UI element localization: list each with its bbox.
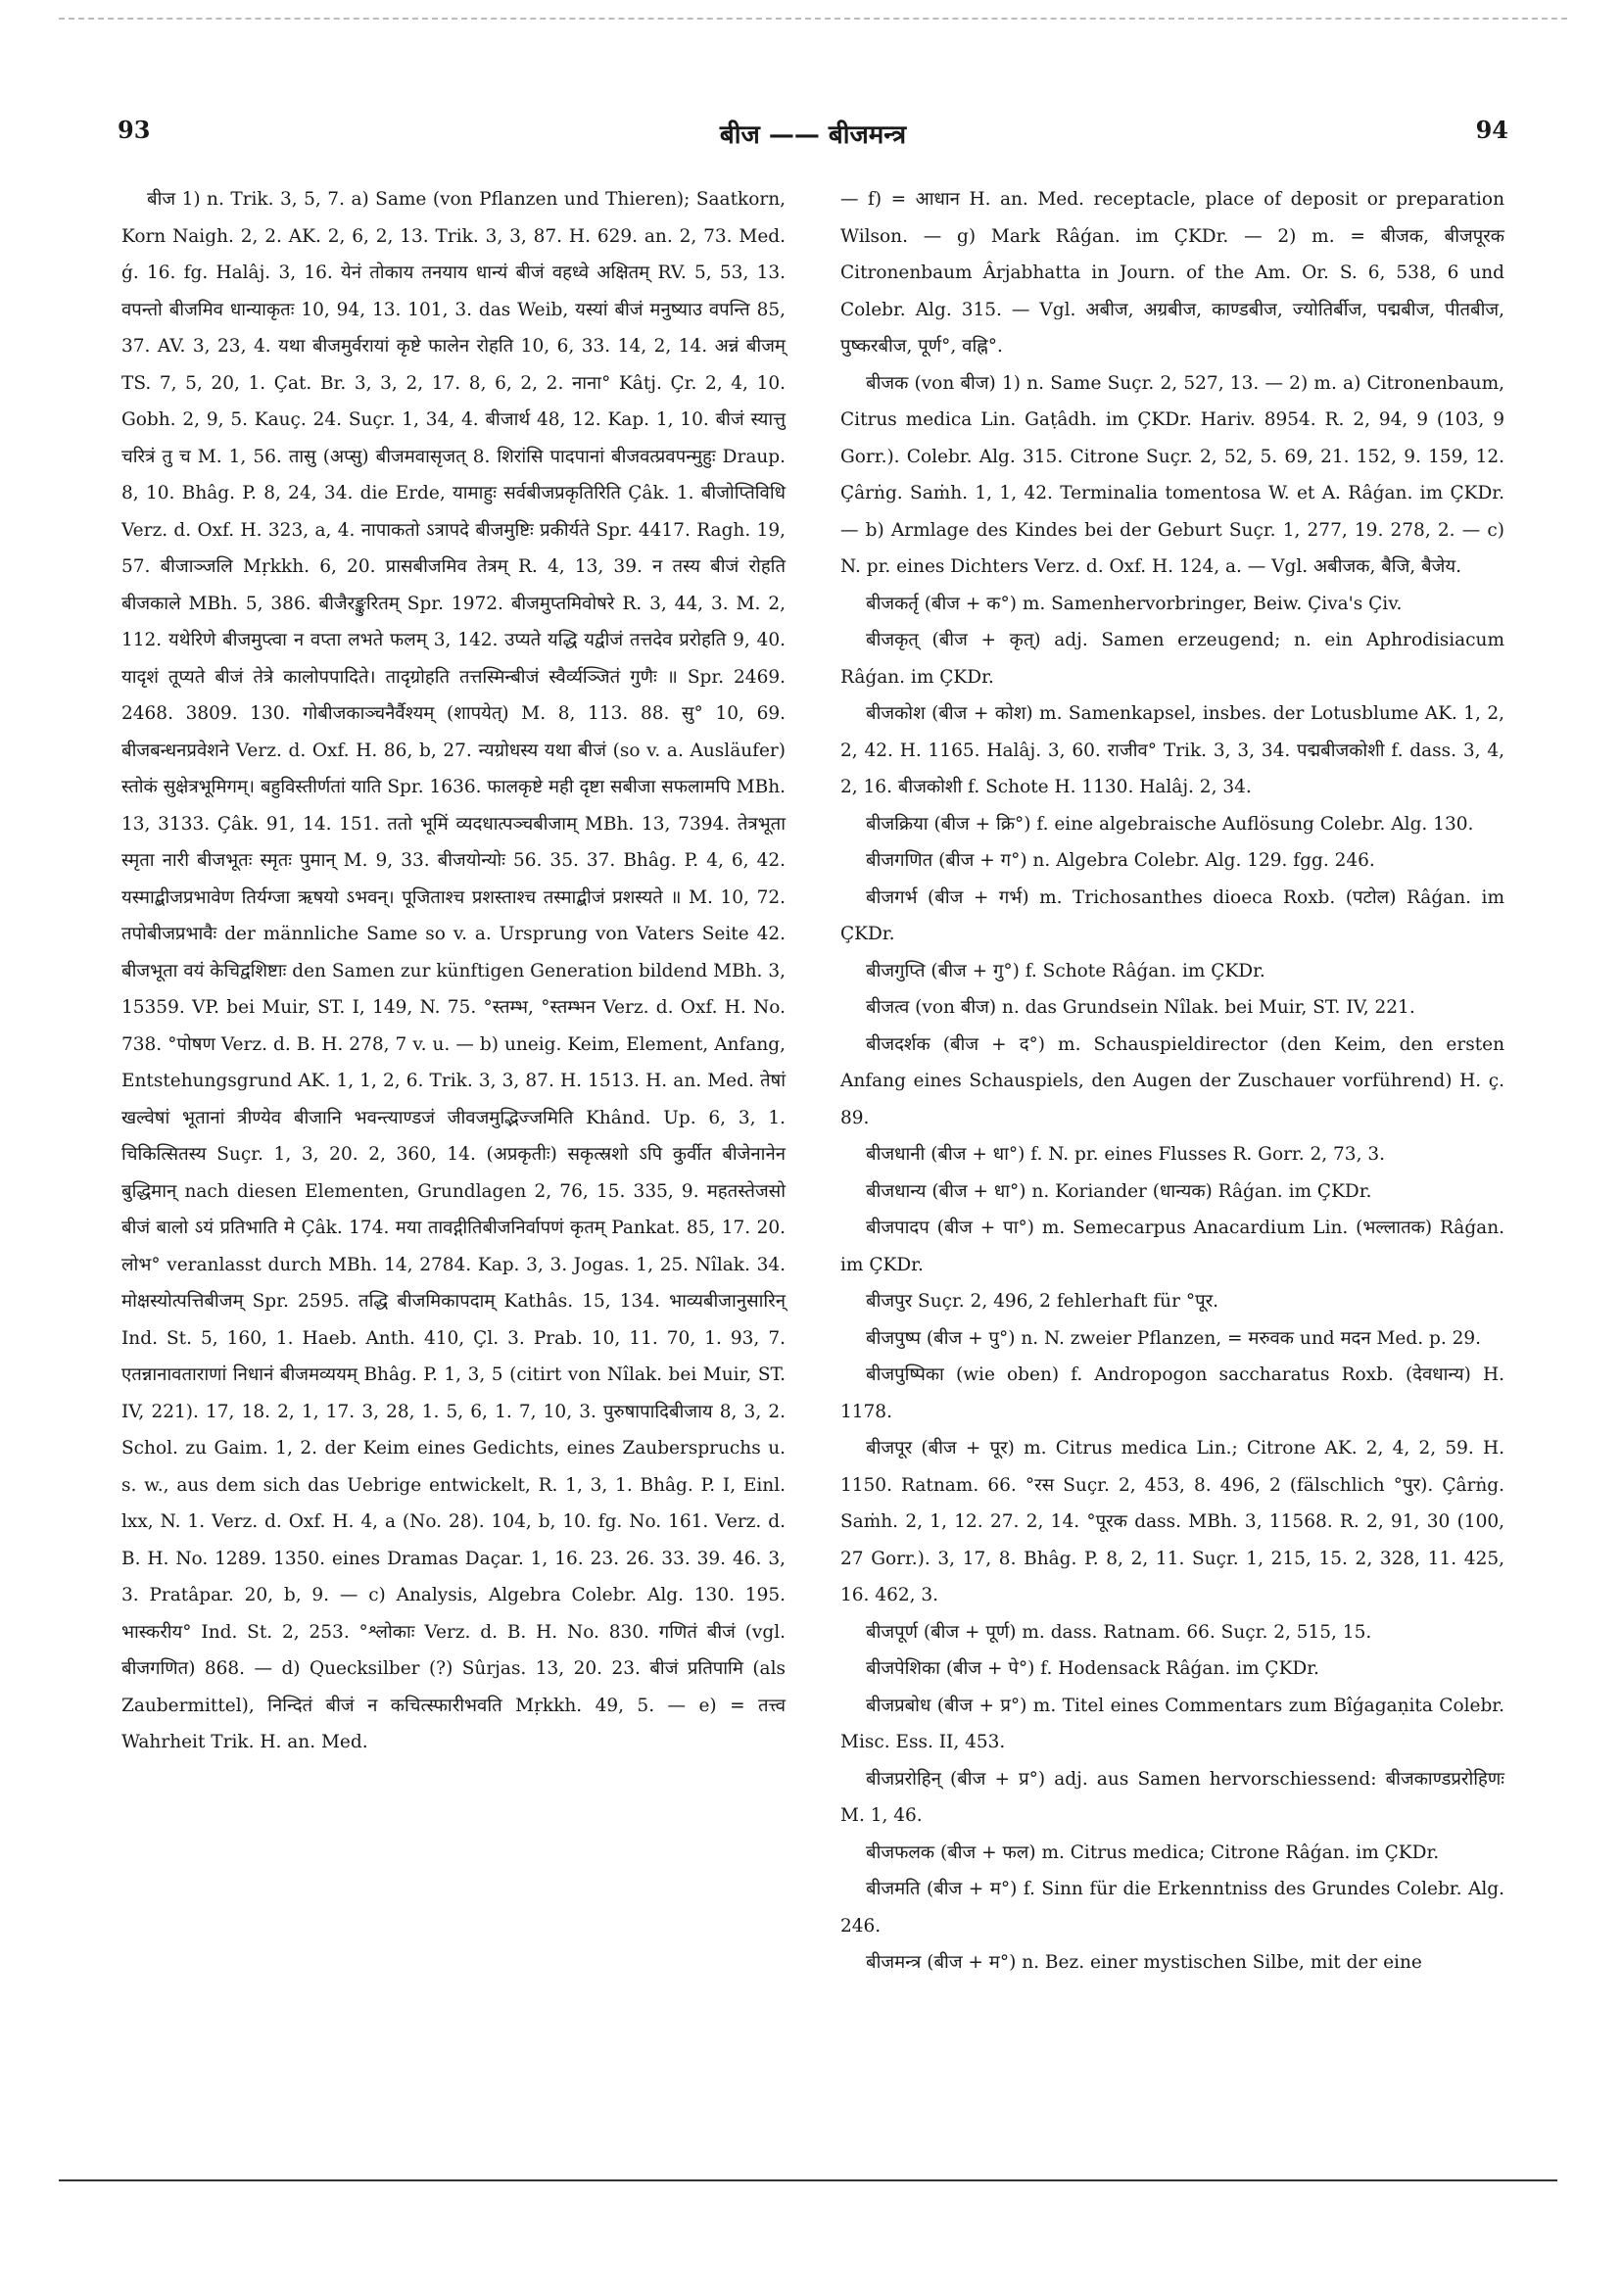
entry-bijadarshaka: बीजदर्शक (बीज + द°) m. Schauspieldirector (den Keim, den ersten Anfang eines Schauspiels, den Augen der Zuschauer vorführend) H. ç. 89. — [840, 1033, 1504, 1128]
entry-bijaka: बीजक (von बीज) 1) n. Same Suçr. 2, 527, 13. — 2) m. a) Citronenbaum, Citrus medica Lin. Gaṭâdh. im ÇKDr. Hariv. 8954. R. 2, 94, 9 (103, 9 Gorr.). Colebr. Alg. 315. Citrone Suçr. 2, 52, 5. 69, 21. 152, 9. 159, 12. Çârṅg. Saṁh. 1, 1, 42. Terminalia tomentosa W. et A. Râǵan. im ÇKDr. — b) Armlage des Kindes bei der Geburt Suçr. 1, 277, 19. 278, 2. — c) N. pr. eines Dichters Verz. d. Oxf. H. 124, a. — Vgl. अबीजक, बैजि, बैजेय. — [840, 372, 1504, 577]
entry-bijagupti: बीजगुप्ति (बीज + गु°) f. Schote Râǵan. im ÇKDr. — [866, 960, 1265, 981]
entry-bijapura: बीजपूर (बीज + पूर) m. Citrus medica Lin.; Citrone AK. 2, 4, 2, 59. H. 1150. Ratnam. 66. °रस Suçr. 2, 453, 8. 496, 2 (fälschlich °पुर). Çârṅg. Saṁh. 2, 1, 12. 27. 2, 14. °पूरक dass. MBh. 3, 11568. R. 2, 91, 30 (100, 27 Gorr.). 3, 17, 8. Bhâg. P. 8, 2, 11. Suçr. 1, 215, 15. 2, 328, 11. 425, 16. 462, 3. — [840, 1438, 1504, 1605]
entry-bijapurna: बीजपूर्ण (बीज + पूर्ण) m. dass. Ratnam. 66. Suçr. 2, 515, 15. — [866, 1621, 1372, 1643]
bottom-rule — [59, 2179, 1557, 2181]
entry-bijadhanya: बीजधान्य (बीज + धा°) n. Koriander (धान्यक) Râǵan. im ÇKDr. — [866, 1180, 1372, 1202]
entry-bijakrt: बीजकृत् (बीज + कृत्) adj. Samen erzeugend; n. ein Aphrodisiacum Râǵan. im ÇKDr. — [840, 630, 1504, 688]
entry-bijatva: बीजत्व (von बीज) n. das Grundsein Nîlak. bei Muir, ST. IV, 221. — [866, 997, 1415, 1018]
entry-bijaprarohin: बीजप्ररोहिन् (बीज + प्र°) adj. aus Samen hervorschiessend: बीजकाण्डप्ररोहिणः M. 1, 46. — [840, 1768, 1504, 1826]
entry-bijakartr: बीजकर्तृ (बीज + क°) m. Samenhervorbringer, Beiw. Çiva's Çiv. — [866, 593, 1403, 614]
entry-bijagarbha: बीजगर्भ (बीज + गर्भ) m. Trichosanthes dioeca Roxb. (पटोल) Râǵan. im ÇKDr. — [840, 886, 1504, 944]
entry-bijapadapa: बीजपादप (बीज + पा°) m. Semecarpus Anacardium Lin. (भल्लातक) Râǵan. im ÇKDr. — [840, 1218, 1504, 1275]
page-number-left: 93 — [118, 116, 151, 144]
entry-bijadhani: बीजधानी (बीज + धा°) f. N. pr. eines Flusses R. Gorr. 2, 73, 3. — [866, 1144, 1385, 1165]
left-column — [121, 181, 786, 1761]
entry-bija-continued: — f) = आधान H. an. Med. receptacle, place of deposit or preparation Wilson. — g) Mark Râǵan. im ÇKDr. — 2) m. = बीजक, बीजपूरक Citronenbaum Ârjabhatta in Journ. of the Am. Or. S. 6, 538, 6 und Colebr. Alg. 315. — Vgl. अबीज, अग्रबीज, काण्डबीज, ज्योतिर्बीज, पद्मबीज, पीतबीज, पुष्करबीज, पूर्ण°, वह्नि°. — [840, 189, 1504, 357]
entry-bijakosha: बीजकोश (बीज + कोश) m. Samenkapsel, insbes. der Lotusblume AK. 1, 2, 2, 42. H. 1165. Halâj. 3, 60. राजीव° Trik. 3, 3, 34. पद्मबीजकोशी f. dass. 3, 4, 2, 16. बीजकोशी f. Schote H. 1130. Halâj. 2, 34. — [840, 703, 1504, 797]
running-head: बीज —— बीजमन्त्र — [719, 120, 907, 150]
entry-bijakriya: बीजक्रिया (बीज + क्रि°) f. eine algebraische Auflösung Colebr. Alg. 130. — [866, 813, 1474, 835]
entry-bijapura-error: बीजपुर Suçr. 2, 496, 2 fehlerhaft für °पूर. — [866, 1291, 1219, 1312]
entry-bijapushpika: बीजपुष्पिका (wie oben) f. Andropogon saccharatus Roxb. (देवधान्य) H. 1178. — [840, 1364, 1504, 1422]
entry-bijaganita: बीजगणित (बीज + ग°) n. Algebra Colebr. Alg. 129. fgg. 246. — [866, 850, 1375, 871]
entry-bijaprabodha: बीजप्रबोध (बीज + प्र°) m. Titel eines Commentars zum Bîǵagaṇita Colebr. Misc. Ess. II, 453. — [840, 1695, 1504, 1752]
entry-bijapushpa: बीजपुष्प (बीज + पु°) n. N. zweier Pflanzen, = मरुवक und मदन Med. p. 29. — [866, 1327, 1482, 1349]
entry-bijapeshika: बीजपेशिका (बीज + पे°) f. Hodensack Râǵan. im ÇKDr. — [866, 1658, 1319, 1679]
entry-bijaphalaka: बीजफलक (बीज + फल) m. Citrus medica; Citrone Râǵan. im ÇKDr. — [866, 1842, 1440, 1863]
right-column — [840, 181, 1504, 1982]
entry-bija: बीज 1) n. Trik. 3, 5, 7. a) Same (von Pflanzen und Thieren); Saatkorn, Korn Naigh. 2, 2. AK. 2, 6, 2, 13. Trik. 3, 3, 87. H. 629. an. 2, 73. Med. ǵ. 16. fg. Halâj. 3, 16. येनं तोकाय तनयाय धान्यं बीजं वहध्वे अक्षितम् RV. 5, 53, 13. वपन्तो बीजमिव धान्याकृतः 10, 94, 13. 101, 3. das Weib, यस्यां बीजं मनुष्याउ वपन्ति 85, 37. AV. 3, 23, 4. यथा बीजमुर्वरायां कृष्टे फालेन रोहति 10, 6, 33. 14, 2, 14. अन्नं बीजम् TS. 7, 5, 20, 1. Çat. Br. 3, 3, 2, 17. 8, 6, 2, 2. नाना° Kâtj. Çr. 2, 4, 10. Gobh. 2, 9, 5. Kauç. 24. Suçr. 1, 34, 4. बीजार्थ 48, 12. Kap. 1, 10. बीजं स्यात्तु चरित्रं तु च M. 1, 56. तासु (अप्सु) बीजमवासृजत् 8. शिरांसि पादपानां बीजवत्प्रवपन्मुहुः Draup. 8, 10. Bhâg. P. 8, 24, 34. die Erde, यामाहुः सर्वबीजप्रकृतिरिति Çâk. 1. बीजोप्तिविधि Verz. d. Oxf. H. 323, a, 4. नापाकतो ऽत्रापदे बीजमुष्टिः प्रकीर्यते Spr. 4417. Ragh. 19, 57. बीजाञ्जलि Mṛkkh. 6, 20. प्रासबीजमिव तेत्रम् R. 4, 13, 39. न तस्य बीजं रोहति बीजकाले MBh. 5, 386. बीजैरङ्कुरितम् Spr. 1972. बीजमुप्तमिवोषरे R. 3, 44, 3. M. 2, 112. यथेरिणे बीजमुप्त्वा न वप्ता लभते फलम् 3, 142. उप्यते यद्धि यद्वीजं तत्तदेव प्ररोहति 9, 40. यादृशं तूप्यते बीजं तेत्रे कालोपपादिते। तादृग्रोहति तत्तस्मिन्बीजं स्वैर्व्यञ्जितं गुणैः ॥ Spr. 2469. 2468. 3809. 130. गोबीजकाञ्चनैर्वैश्यम् (शापयेत्) M. 8, 113. 88. सु° 10, 69. बीजबन्धनप्रवेशने Verz. d. Oxf. H. 86, b, 27. न्यग्रोधस्य यथा बीजं (so v. a. Ausläufer) स्तोकं सुक्षेत्रभूमिगम्। बहुविस्तीर्णतां याति Spr. 1636. फालकृष्टे मही दृष्टा सबीजा सफलामपि MBh. 13, 3133. Çâk. 91, 14. 151. ततो भूमिं व्यदधात्पञ्चबीजाम् MBh. 13, 7394. तेत्रभूता स्मृता नारी बीजभूतः स्मृतः पुमान् M. 9, 33. बीजयोन्योः 56. 35. 37. Bhâg. P. 4, 6, 42. यस्माद्बीजप्रभावेण तिर्यग्जा ऋषयो ऽभवन्। पूजिताश्च प्रशस्ताश्च तस्माद्बीजं प्रशस्यते ॥ M. 10, 72. तपोबीजप्रभावैः der männliche Same so v. a. Ursprung von Vaters Seite 42. बीजभूता वयं केचिद्वशिष्टाः den Samen zur künftigen Generation bildend MBh. 3, 15359. VP. bei Muir, ST. I, 149, N. 75. °स्तम्भ, °स्तम्भन Verz. d. Oxf. H. No. 738. °पोषण Verz. d. B. H. 278, 7 v. u. — b) uneig. Keim, Element, Anfang, Entstehungsgrund AK. 1, 1, 2, 6. Trik. 3, 3, 87. H. 1513. H. an. Med. तेषां खल्वेषां भूतानां त्रीण्येव बीजानि भवन्त्याण्डजं जीवजमुद्भिज्जमिति Khând. Up. 6, 3, 1. चिकित्सितस्य Suçr. 1, 3, 20. 2, 360, 14. (अप्रकृतीः) सकृत्स्रशो ऽपि कुर्वीत बीजेनानेन बुद्धिमान् nach diesen Elementen, Grundlagen 2, 76, 15. 335, 9. महतस्तेजसो बीजं बालो ऽयं प्रतिभाति मे Çâk. 174. मया तावद्गीतिबीजनिर्वापणं कृतम् Pankat. 85, 17. 20. लोभ° veranlasst durch MBh. 14, 2784. Kap. 3, 3. Jogas. 1, 25. Nîlak. 34. मोक्षस्योत्पत्तिबीजम् Spr. 2595. तद्धि बीजमिकापदाम् Kathâs. 15, 134. भाव्यबीजानुसारिन् Ind. St. 5, 160, 1. Haeb. Anth. 410, Çl. 3. Prab. 10, 11. 70, 1. 93, 7. एतन्नानावताराणां निधानं बीजमव्ययम् Bhâg. P. 1, 3, 5 (citirt von Nîlak. bei Muir, ST. IV, 221). 17, 18. 2, 1, 17. 3, 28, 1. 5, 6, 1. 7, 10, 3. पुरुषापादिबीजाय 8, 3, 2. Schol. zu Gaim. 1, 2. der Keim eines Gedichts, eines Zauberspruchs u. s. w., aus dem sich das Uebrige entwickelt, R. 1, 3, 1. Bhâg. P. I, Einl. lxx, N. 1. Verz. d. Oxf. H. 4, a (No. 28). 104, b, 10. fg. No. 161. Verz. d. B. H. No. 1289. 1350. eines Dramas Daçar. 1, 16. 23. 26. 33. 39. 46. 3, 3. Pratâpar. 20, b, 9. — c) Analysis, Algebra Colebr. Alg. 130. 195. भास्करीय° Ind. St. 2, 253. °श्लोकाः Verz. d. B. H. No. 830. गणितं बीजं (vgl. बीजगणित) 868. — d) Quecksilber (?) Sûrjas. 13, 20. 23. बीजं प्रतिपामि (als Zaubermittel), निन्दितं बीजं न कचित्स्फारीभवति Mṛkkh. 49, 5. — e) = तत्त्व Wahrheit Trik. H. an. Med. — [121, 189, 786, 1752]
entry-bijamati: बीजमति (बीज + म°) f. Sinn für die Erkenntniss des Grundes Colebr. Alg. 246. — [840, 1879, 1504, 1937]
top-edge-rule — [59, 18, 1567, 20]
entry-bijamantra: बीजमन्त्र (बीज + म°) n. Bez. einer mystischen Silbe, mit der eine — [866, 1952, 1422, 1973]
page-number-right: 94 — [1475, 116, 1508, 144]
page-header — [118, 116, 1508, 155]
